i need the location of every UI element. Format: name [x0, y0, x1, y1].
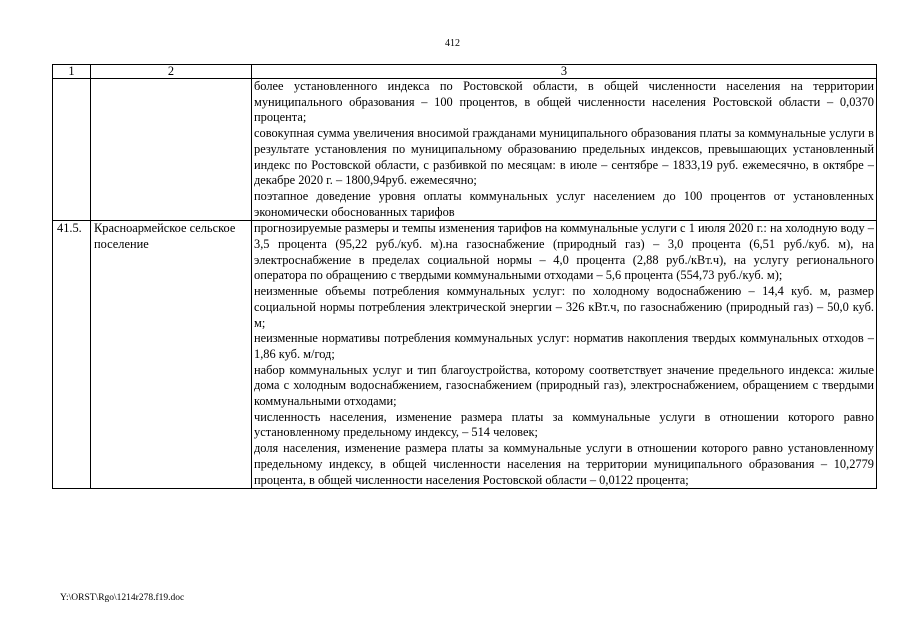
paragraph: доля населения, изменение размера платы за коммунальные услуги в отношении которого равно установленному предельному индексу, в общей численности населения на территории муниципального образования – 10,2779 процента, в общей численности населения Ростовской области – 0,0122 процента; [254, 441, 874, 487]
description-cell [252, 79, 877, 221]
table-row [53, 79, 877, 221]
table-row [53, 221, 877, 489]
paragraph: набор коммунальных услуг и тип благоустройства, которому соответствует значение предельного индекса: жилые дома с холодным водоснабжением, газоснабжением (природный газ), электроснабжением, обращением с твердыми коммунальными отходами; [254, 362, 874, 409]
paragraph: поэтапное доведение уровня оплаты коммунальных услуг населением до 100 процентов от установленных экономически обоснованных тарифов [254, 188, 874, 219]
paragraph: численность населения, изменение размера платы за коммунальные услуги в отношении которого равно установленному предельному индексу, – 514 человек; [254, 409, 874, 440]
municipality-name: Красноармейское сельское поселение [91, 221, 252, 489]
page-number: 412 [445, 38, 460, 49]
header-col-2: 2 [91, 65, 252, 79]
paragraph: неизменные объемы потребления коммунальных услуг: по холодному водоснабжению – 14,4 куб. м, размер социальной нормы потребления электрической энергии – 326 кВт.ч, по газоснабжению (природный газ) – 50,0 куб. м; [254, 284, 874, 330]
indices-table [52, 64, 877, 489]
municipality-name [91, 79, 252, 221]
paragraph: совокупная сумма увеличения вносимой гражданами муниципального образования платы за коммунальные услуги в результате установления по муниципальному образованию предельных индексов, превышающих установленный индекс по Ростовской области, с разбивкой по месяцам: в июле – сентябре – 1833,19 руб. ежемесячно, в октябре – декабре 2020 г. – 1800,94руб. ежемесячно; [254, 126, 874, 188]
table-header-row [53, 65, 877, 79]
paragraph: более установленного индекса по Ростовской области, в общей численности населения на территории муниципального образования – 100 процентов, в общей численности населения Ростовской области – 0,0370 процента; [254, 79, 874, 125]
paragraph: неизменные нормативы потребления коммунальных услуг: норматив накопления твердых коммунальных отходов – 1,86 куб. м/год; [254, 331, 874, 361]
paragraph: прогнозируемые размеры и темпы изменения тарифов на коммунальные услуги с 1 июля 2020 г.: на холодную воду – 3,5 процента (95,22 руб./куб. м).на газоснабжение (природный газ) – 3,0 процента (6,51 руб./куб. м), на электроснабжение в пределах социальной нормы – 4,0 процента (2,88 руб./кВт.ч), на услугу регионального оператора по обращению с твердыми коммунальными отходами – 5,6 процента (554,73 руб./куб. м); [254, 221, 874, 283]
header-col-3: 3 [252, 65, 877, 79]
description-cell [252, 221, 877, 489]
row-number: 41.5. [53, 221, 91, 489]
row-number [53, 79, 91, 221]
header-col-1: 1 [53, 65, 91, 79]
file-path-footer: Y:\ORST\Rgo\1214r278.f19.doc [60, 593, 185, 603]
